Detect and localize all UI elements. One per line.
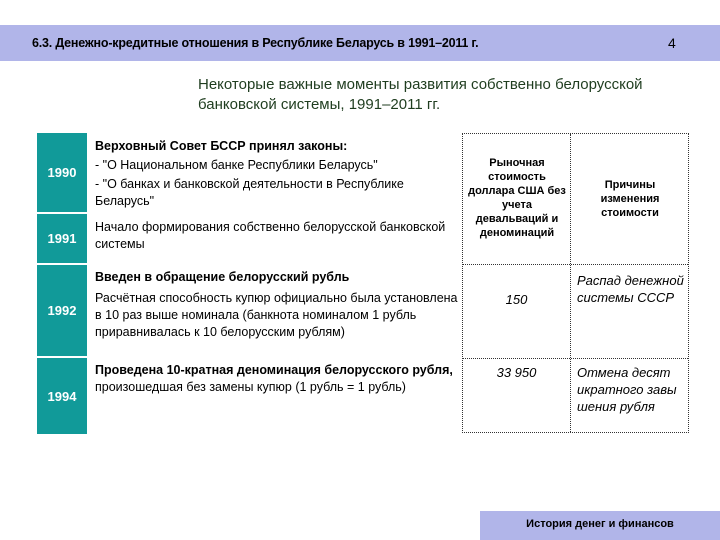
event-1991: [95, 219, 460, 255]
table-cell-reason: Отмена десятикратного завышения рубля: [577, 365, 677, 414]
table-divider: [570, 134, 571, 432]
year-1992: 1992: [37, 265, 87, 358]
event-line: Расчётная способность купюр официально была установлена в 10 раз выше номинала (банкнота номиналом 1 рубль приравнивалась к 10 белорусским рублям): [95, 291, 458, 339]
table-header: Рыночная стоимость доллара США без учета девальваций и деноминаций: [468, 157, 566, 239]
table-header: Причины изменения стоимости: [600, 179, 660, 219]
event-line: - "О банках и банковской деятельности в Республике Беларусь": [95, 177, 404, 208]
page-number: 4: [668, 35, 676, 51]
subtitle: Некоторые важные моменты развития собственно белорусской банковской системы, 1991–2011 гг.: [198, 76, 643, 113]
year-1991: 1991: [37, 214, 87, 265]
event-line: произошедшая без замены купюр (1 рубль = 1 рубль): [95, 380, 406, 394]
event-heading: Верховный Совет БССР принял законы:: [95, 139, 348, 153]
event-1990: [95, 138, 460, 212]
table-divider: [463, 264, 688, 265]
event-line: - "О Национальном банке Республики Беларусь": [95, 158, 378, 172]
slide-title: 6.3. Денежно-кредитные отношения в Республике Беларусь в 1991–2011 г.: [32, 36, 479, 50]
year-1990: 1990: [37, 133, 87, 214]
event-1994: [95, 362, 460, 398]
event-heading: Введен в обращение белорусский рубль: [95, 270, 350, 284]
table-cell-value: 33 950: [496, 365, 537, 380]
table-cell-reason: Распад денежной системы СССР: [577, 273, 684, 305]
event-line: Начало формирования собственно белорусской банковской системы: [95, 220, 446, 251]
event-heading: Проведена 10-кратная деноминация белорусского рубля,: [95, 363, 453, 377]
table-divider: [463, 358, 688, 359]
footer-label: История денег и финансов: [480, 511, 720, 540]
year-1994: 1994: [37, 358, 87, 434]
header-bar: [0, 25, 720, 61]
dollar-value-table: [462, 133, 689, 433]
event-1992: [95, 269, 460, 343]
table-cell-value: 150: [505, 292, 528, 307]
